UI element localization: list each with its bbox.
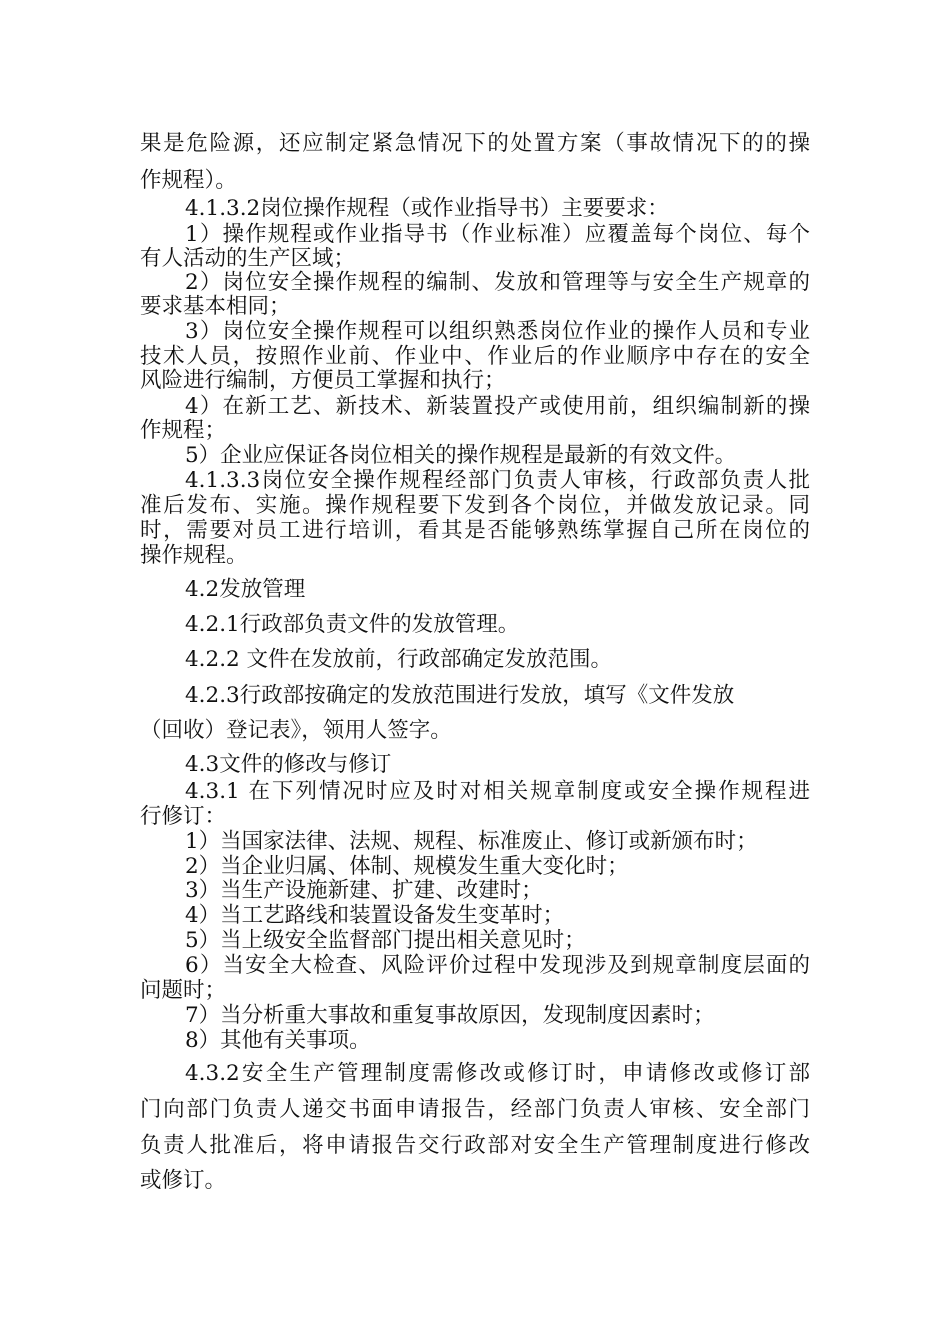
text-line: 4.2.3行政部按确定的发放范围进行发放，填写《文件发放 (185, 683, 735, 708)
text-line: 门向部门负责人递交书面申请报告，经部门负责人审核、安全部门 (140, 1097, 810, 1122)
text-line: 风险进行编制，方便员工掌握和执行； (140, 368, 506, 393)
list-item: 5）当上级安全监督部门提出相关意见时； (185, 928, 586, 953)
text-line: 行修订： (140, 804, 227, 829)
text-line: 4.3.1 在下列情况时应及时对相关规章制度或安全操作规程进 (185, 779, 810, 804)
section-heading: 4.1.3.3岗位安全操作规程经部门负责人审核，行政部负责人批 (185, 468, 810, 493)
section-heading: 4.2发放管理 (185, 577, 306, 602)
section-heading: 4.3.2安全生产管理制度需修改或修订时，申请修改或修订部 (185, 1061, 810, 1086)
text-line: 3）岗位安全操作规程可以组织熟悉岗位作业的操作人员和专业 (185, 319, 810, 344)
text-line: 负责人批准后，将申请报告交行政部对安全生产管理制度进行修改 (140, 1133, 810, 1158)
text-line: 有人活动的生产区域； (140, 246, 356, 271)
text-line: 作规程； (140, 418, 227, 443)
text-line: 要求基本相同； (140, 294, 291, 319)
text-line: 技术人员，按照作业前、作业中、作业后的作业顺序中存在的安全 (140, 344, 810, 369)
text-line: 问题时； (140, 978, 227, 1003)
text-line: 2）岗位安全操作规程的编制、发放和管理等与安全生产规章的 (185, 270, 810, 295)
text-line: 作规程）。 (140, 168, 237, 193)
text-line: 4.2.2 文件在发放前，行政部确定发放范围。 (185, 647, 613, 672)
section-heading: 4.3文件的修改与修订 (185, 752, 392, 777)
text-line: 1）操作规程或作业指导书（作业标准）应覆盖每个岗位、每个 (185, 222, 810, 247)
text-line: 操作规程。 (140, 543, 248, 568)
section-heading: 4.1.3.2岗位操作规程（或作业指导书）主要要求： (185, 196, 669, 221)
list-item: 7）当分析重大事故和重复事故原因，发现制度因素时； (185, 1003, 715, 1028)
text-line: 或修订。 (140, 1168, 227, 1193)
list-item: 6）当安全大检查、风险评价过程中发现涉及到规章制度层面的 (185, 953, 810, 978)
list-item: 2）当企业归属、体制、规模发生重大变化时； (185, 854, 629, 879)
text-line: 准后发布、实施。操作规程要下发到各个岗位，并做发放记录。同 (140, 493, 810, 518)
list-item: 1）当国家法律、法规、规程、标准废止、修订或新颁布时； (185, 829, 758, 854)
text-line: 时，需要对员工进行培训，看其是否能够熟练掌握自己所在岗位的 (140, 518, 810, 543)
text-line: 4）在新工艺、新技术、新装置投产或使用前，组织编制新的操 (185, 394, 810, 419)
list-item: 3）当生产设施新建、扩建、改建时； (185, 878, 543, 903)
list-item: 4）当工艺路线和装置设备发生变革时； (185, 903, 565, 928)
text-line: （回收）登记表》，领用人签字。 (140, 718, 452, 743)
text-line: 4.2.1行政部负责文件的发放管理。 (185, 612, 520, 637)
text-line: 5）企业应保证各岗位相关的操作规程是最新的有效文件。 (185, 443, 737, 468)
list-item: 8）其他有关事项。 (185, 1028, 371, 1053)
text-line: 果是危险源，还应制定紧急情况下的处置方案（事故情况下的的操 (140, 131, 810, 156)
